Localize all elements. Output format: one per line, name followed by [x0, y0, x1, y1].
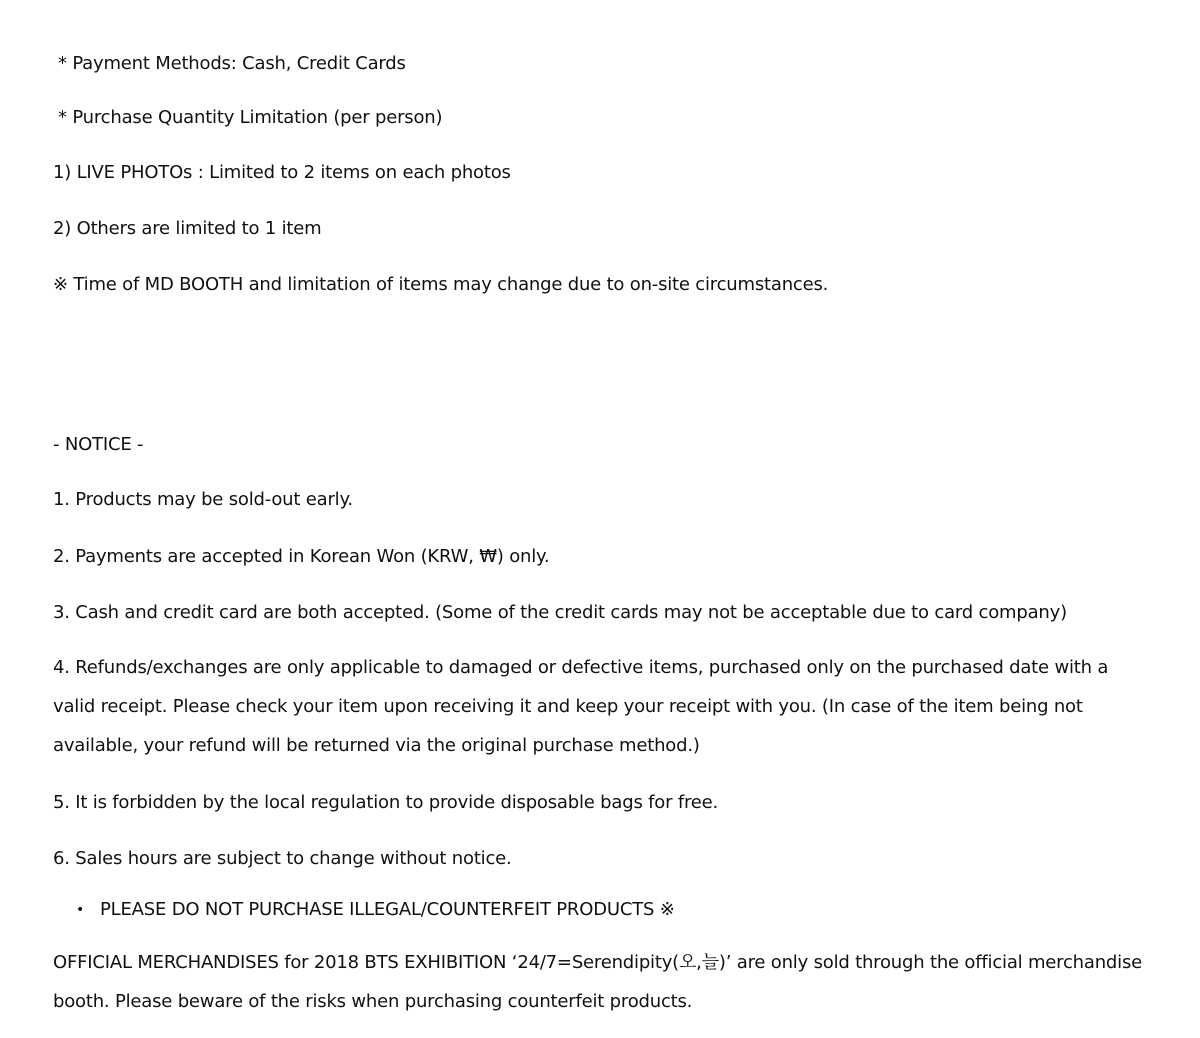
- bullet-icon: •: [76, 902, 85, 918]
- notice-item-6: 6. Sales hours are subject to change without notice.: [53, 848, 512, 869]
- limit-item-2: 2) Others are limited to 1 item: [53, 218, 322, 239]
- notice-item-1: 1. Products may be sold-out early.: [53, 489, 353, 510]
- notice-item-2: 2. Payments are accepted in Korean Won (KRW, ₩) only.: [53, 546, 550, 567]
- counterfeit-warning: [76, 899, 675, 921]
- quantity-limit-heading: * Purchase Quantity Limitation (per person): [58, 107, 443, 128]
- official-merch-text: OFFICIAL MERCHANDISES for 2018 BTS EXHIBITION ‘24/7=Serendipity(오,늘)’ are only sold through the official merchandise booth. Please beware of the risks when purchasing counterfeit products.: [53, 952, 1143, 1012]
- payment-methods-text: * Payment Methods: Cash, Credit Cards: [58, 53, 406, 74]
- booth-note: ※ Time of MD BOOTH and limitation of items may change due to on-site circumstances.: [53, 274, 829, 295]
- counterfeit-warning-text: PLEASE DO NOT PURCHASE ILLEGAL/COUNTERFEIT PRODUCTS ※: [100, 899, 675, 920]
- notice-item-5: 5. It is forbidden by the local regulation to provide disposable bags for free.: [53, 792, 719, 813]
- limit-item-1: 1) LIVE PHOTOs : Limited to 2 items on each photos: [53, 162, 511, 183]
- notice-item-3: 3. Cash and credit card are both accepted. (Some of the credit cards may not be acceptable due to card company): [53, 602, 1067, 623]
- notice-heading: - NOTICE -: [53, 434, 144, 455]
- notice-item-4: 4. Refunds/exchanges are only applicable to damaged or defective items, purchased only on the purchased date with a valid receipt. Please check your item upon receiving it and keep your receipt with you. (In case of the item being not available, your refund will be returned via the original purchase method.): [53, 657, 1109, 756]
